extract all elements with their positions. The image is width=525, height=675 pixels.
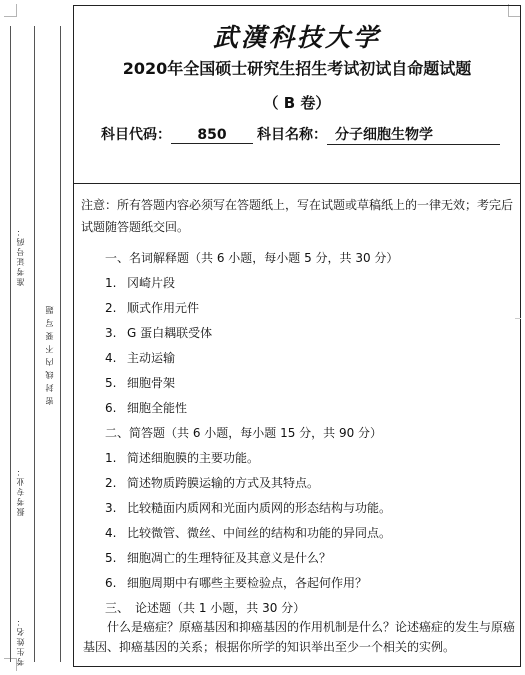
notice-text: 注意：所有答题内容必须写在答题纸上，写在试题或草稿纸上的一律无效；考完后试题随答题纸交回。	[81, 198, 514, 234]
section-heading: 三、 论述题（共 1 小题，共 30 分）	[105, 601, 306, 615]
paper-version: （ B 卷）	[263, 94, 331, 112]
exam-title: 2020年全国硕士研究生招生考试初试自命题试题	[122, 59, 472, 78]
question-item: 2. 顺式作用元件	[105, 301, 200, 315]
seal-line-inner	[60, 26, 61, 662]
corner-mark-top-left	[4, 4, 17, 17]
exam-header	[74, 6, 520, 184]
question-item: 4. 比较微管、微丝、中间丝的结构和功能的异同点。	[105, 526, 392, 540]
major-label: 报考专业：	[16, 466, 25, 516]
question-item: 3. 比较糙面内质网和光面内质网的形态结构与功能。	[105, 501, 392, 515]
candidate-name-label: 考生姓名：	[16, 616, 25, 666]
subject-code-label: 科目代码：	[101, 127, 171, 143]
subject-row	[101, 124, 500, 145]
question-item: 2. 简述物质跨膜运输的方式及其特点。	[105, 476, 320, 490]
question-item: 6. 细胞周期中有哪些主要检验点，各起何作用？	[105, 576, 368, 590]
question-item: 1. 简述细胞膜的主要功能。	[105, 451, 260, 465]
seal-warning: 密封线内不要写题	[45, 301, 54, 405]
admission-ticket-label: 准考证号码：	[16, 226, 25, 286]
essay-question: 什么是癌症？原癌基因和抑癌基因的作用机制是什么？论述癌症的发生与原癌基因、抑癌基因的关系；根据你所学的知识举出至少一个相关的实例。	[83, 620, 516, 654]
page-tick	[515, 318, 521, 319]
question-item: 1. 冈崎片段	[105, 276, 176, 290]
section-heading: 二、简答题（共 6 小题，每小题 15 分，共 90 分）	[105, 426, 383, 440]
seal-margin	[10, 26, 60, 666]
question-item: 5. 细胞凋亡的生理特征及其意义是什么？	[105, 551, 332, 565]
exam-sheet	[73, 5, 521, 667]
subject-name-value: 分子细胞生物学	[327, 124, 500, 145]
subject-name-label: 科目名称：	[257, 127, 327, 143]
question-item: 4. 主动运输	[105, 351, 176, 365]
university-logo: 武漢科技大学	[212, 23, 381, 52]
question-item: 6. 细胞全能性	[105, 401, 188, 415]
seal-line-middle	[34, 26, 35, 662]
question-item: 5. 细胞骨架	[105, 376, 176, 390]
question-item: 3. G 蛋白耦联受体	[105, 326, 213, 340]
subject-code-value: 850	[171, 127, 253, 144]
section-heading: 一、名词解释题（共 6 小题，每小题 5 分，共 30 分）	[105, 251, 399, 265]
seal-line-outer	[10, 26, 11, 662]
